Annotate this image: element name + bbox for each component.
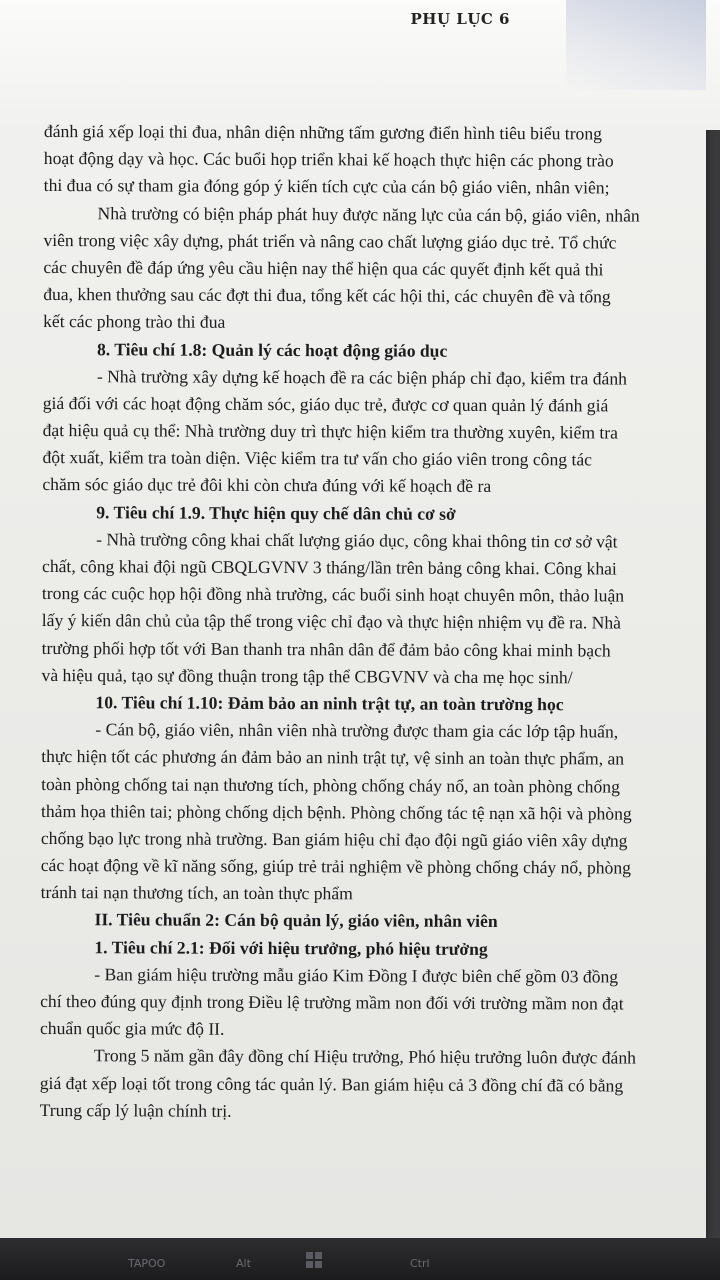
text-line: đạt hiệu quả cụ thể: Nhà trường duy trì thực hiện kiểm tra thường xuyên, kiểm tra <box>42 420 619 443</box>
ctrl-key-label: Ctrl <box>410 1257 430 1270</box>
text-line: đua, khen thưởng sau các đợt thi đua, tổng kết các hội thi, các chuyên đề và tổng <box>43 284 611 307</box>
text-line: Nhà trường có biện pháp phát huy được năng lực của cán bộ, giáo viên, nhân <box>97 202 640 226</box>
binder-corner <box>566 0 706 90</box>
text-line: kết các phong trào thi đua <box>43 311 226 333</box>
text-line: trong các cuộc họp hội đồng nhà trường, các buổi sinh hoạt chuyên môn, thảo luận <box>41 583 625 606</box>
text-line: Trung cấp lý luận chính trị. <box>39 1099 232 1121</box>
keyboard-brand-label: TAPOO <box>128 1257 166 1270</box>
page-header-title: PHỤ LỤC 6 <box>410 10 510 28</box>
text-line: lấy ý kiến dân chủ của tập thể trong việc chỉ đạo và thực hiện nhiệm vụ đề ra. Nhà <box>41 610 622 633</box>
alt-key-label: Alt <box>236 1257 251 1270</box>
text-line: thực hiện tốt các phương án đảm bảo an ninh trật tự, vệ sinh an toàn thực phẩm, an <box>41 746 625 769</box>
text-line: - Nhà trường công khai chất lượng giáo dục, công khai thông tin cơ sở vật <box>96 529 618 552</box>
text-line: toàn phòng chống tai nạn thương tích, phòng chống cháy nổ, an toàn phòng chống <box>41 773 620 797</box>
text-line: chống bạo lực trong nhà trường. Ban giám hiệu chỉ đạo đội ngũ giáo viên xây dựng <box>40 827 628 851</box>
text-line: và hiệu quả, tạo sự đồng thuận trong tập thể CBGVNV và cha mẹ học sinh/ <box>41 664 573 688</box>
text-line: chí theo đúng quy định trong Điều lệ trường mầm non đối với trường mầm non đạt <box>40 990 624 1014</box>
text-line: tránh tai nạn thương tích, an toàn thực phẩm <box>40 882 353 904</box>
text-line: - Cán bộ, giáo viên, nhân viên nhà trường được tham gia các lớp tập huấn, <box>95 719 619 742</box>
text-line: thảm họa thiên tai; phòng chống dịch bệnh. Phòng chống tác tệ nạn xã hội và phòng <box>40 800 632 824</box>
text-line: giá đạt xếp loại tốt trong công tác quản lý. Ban giám hiệu cả 3 đồng chí đã có bằng <box>39 1072 624 1096</box>
text-line: giá đối với các hoạt động chăm sóc, giáo dục trẻ, được cơ quan quản lý đánh giá <box>42 392 609 416</box>
section-heading: 10. Tiêu chí 1.10: Đảm bảo an ninh trật tự, an toàn trường học <box>95 692 564 715</box>
text-line: viên trong việc xây dựng, phát triển và nâng cao chất lượng giáo dục trẻ. Tổ chức <box>43 229 617 253</box>
section-heading: 1. Tiêu chí 2.1: Đối với hiệu trưởng, phó hiệu trưởng <box>94 936 488 959</box>
text-line: thi đua có sự tham gia đóng góp ý kiến tích cực của cán bộ giáo viên, nhân viên; <box>43 175 610 198</box>
text-line: các hoạt động về kĩ năng sống, giúp trẻ trải nghiệm về phòng chống cháy nổ, phòng <box>40 855 632 878</box>
text-line: - Nhà trường xây dựng kế hoạch đề ra các biện pháp chỉ đạo, kiểm tra đánh <box>96 365 628 389</box>
text-line: chăm sóc giáo dục trẻ đôi khi còn chưa đúng với kế hoạch đề ra <box>42 474 492 497</box>
section-heading: 8. Tiêu chí 1.8: Quản lý các hoạt động giáo dục <box>96 338 448 361</box>
text-line: chất, công khai đội ngũ CBQLGVNV 3 tháng/lần trên bảng công khai. Công khai <box>42 555 617 579</box>
section-heading: 9. Tiêu chí 1.9. Thực hiện quy chế dân chủ cơ sở <box>96 501 456 524</box>
text-line: hoạt động dạy và học. Các buổi họp triển khai kế hoạch thực hiện các phong trào <box>43 148 614 171</box>
document-body <box>40 118 680 1127</box>
keyboard-strip <box>0 1238 720 1280</box>
text-line: các chuyên đề đáp ứng yêu cầu hiện nay thể hiện qua các quyết định kết quả thi <box>43 256 604 280</box>
text-line: Trong 5 năm gần đây đồng chí Hiệu trưởng, Phó hiệu trưởng luôn được đánh <box>93 1045 637 1068</box>
text-line: đánh giá xếp loại thi đua, nhân diện những tấm gương điển hình tiêu biểu trong <box>43 120 603 144</box>
section-heading: II. Tiêu chuẩn 2: Cán bộ quản lý, giáo viên, nhân viên <box>94 909 498 932</box>
text-line: trường phối hợp tốt với Ban thanh tra nhân dân để đảm bảo công khai minh bạch <box>41 637 611 661</box>
text-line: đột xuất, kiểm tra toàn diện. Việc kiểm tra tư vấn cho giáo viên trong công tác <box>42 447 593 470</box>
text-line: - Ban giám hiệu trường mẫu giáo Kim Đồng I được biên chế gồm 03 đồng <box>94 964 619 987</box>
windows-key-icon <box>306 1252 322 1268</box>
text-line: chuẩn quốc gia mức độ II. <box>39 1018 225 1039</box>
